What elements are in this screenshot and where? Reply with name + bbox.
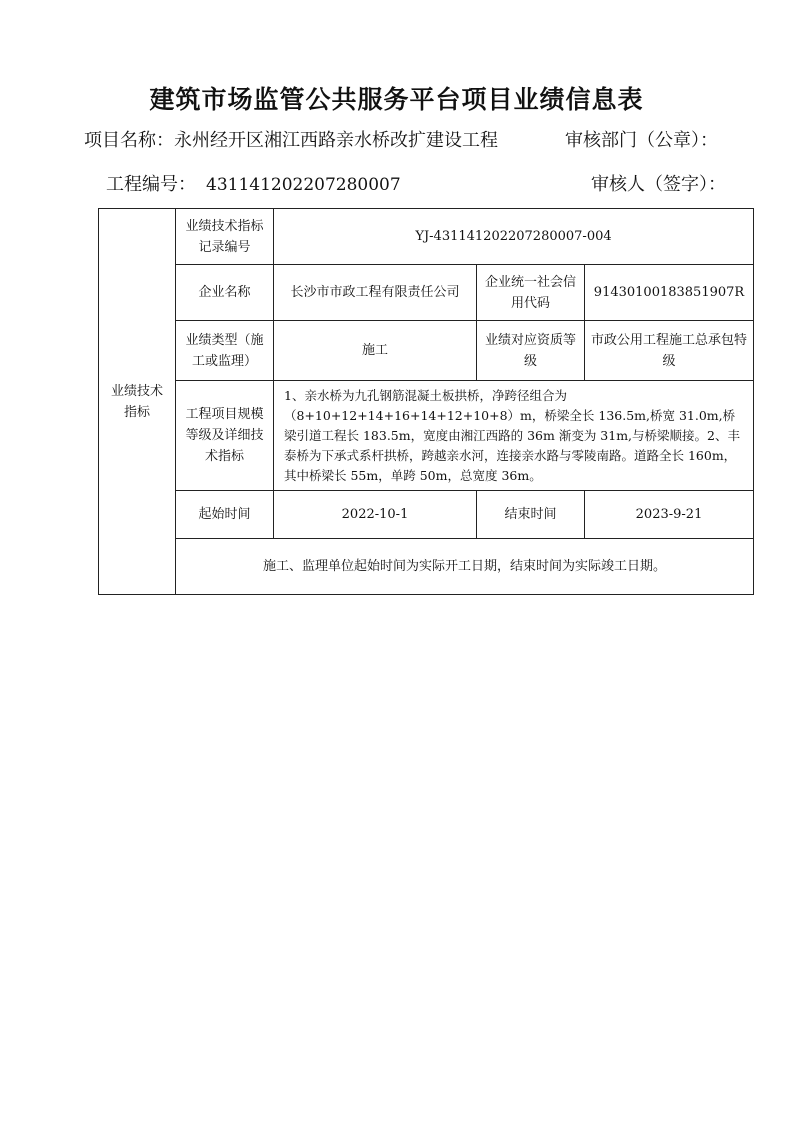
project-code-value: 431141202207280007 [206,175,401,195]
end-label: 结束时间 [477,491,585,539]
project-name-value: 永州经开区湘江西路亲水桥改扩建设工程 [174,130,498,151]
credit-code-value: 91430100183851907R [585,265,754,321]
performance-table [98,208,754,595]
qual-label: 业绩对应资质等级 [477,321,585,381]
side-label: 业绩技术指标 [99,209,176,595]
record-no-value: YJ-431141202207280007-004 [274,209,754,265]
start-label: 起始时间 [176,491,274,539]
project-code-label: 工程编号： [106,174,196,195]
note-text: 施工、监理单位起始时间为实际开工日期，结束时间为实际竣工日期。 [176,539,754,595]
project-name-line [84,126,498,152]
end-value: 2023-9-21 [585,491,754,539]
audit-dept-label: 审核部门（公章）： [565,130,718,151]
project-code-line [106,170,401,196]
credit-code-label: 企业统一社会信用代码 [477,265,585,321]
perf-type-value: 施工 [274,321,477,381]
company-value: 长沙市市政工程有限责任公司 [274,265,477,321]
start-value: 2022-10-1 [274,491,477,539]
company-label: 企业名称 [176,265,274,321]
qual-value: 市政公用工程施工总承包特级 [585,321,754,381]
scale-detail: 1、亲水桥为九孔钢筋混凝土板拱桥，净跨径组合为（8+10+12+14+16+14+12+10+8）m，桥梁全长 136.5m,桥宽 31.0m,桥梁引道工程长 183.5m，宽度由湘江西路的 36m 渐变为 31m,与桥梁顺接。2、丰泰桥为下承式系杆拱桥，跨越亲水河，连接亲水路与零陵南路。道路全长 160m，其中桥梁长 55m，单跨 50m，总宽度 36m。 [274,381,754,491]
project-name-label: 项目名称： [84,130,174,151]
record-no-label: 业绩技术指标记录编号 [176,209,274,265]
auditor-label: 审核人（签字）： [591,174,726,195]
page-title: 建筑市场监管公共服务平台项目业绩信息表 [149,85,644,114]
scale-label: 工程项目规模等级及详细技术指标 [176,381,274,491]
perf-type-label: 业绩类型（施工或监理） [176,321,274,381]
